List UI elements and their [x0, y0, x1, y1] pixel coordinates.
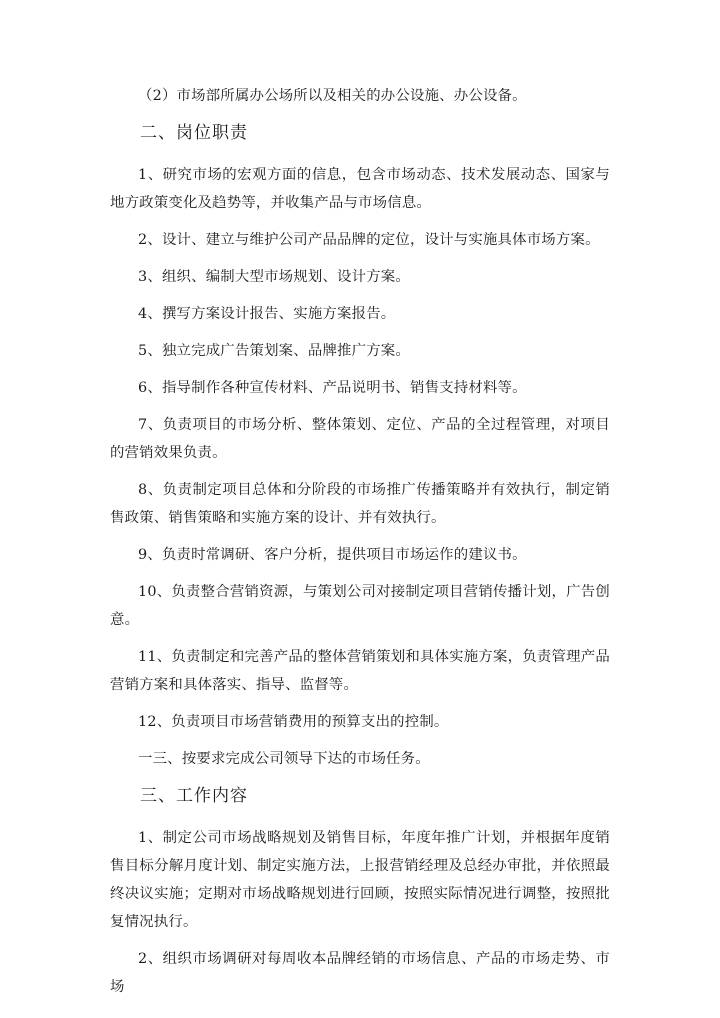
duty-item-13: 一三、按要求完成公司领导下达的市场任务。: [138, 751, 430, 767]
duty-item-9: 9、负责时常调研、客户分析，提供项目市场运作的建议书。: [138, 547, 527, 563]
duty-item-6: 6、指导制作各种宣传材料、产品说明书、销售支持材料等。: [138, 380, 527, 396]
duty-item-1: 1、研究市场的宏观方面的信息，包含市场动态、技术发展动态、国家与地方政策变化及趋势等，并收集产品与市场信息。: [110, 167, 610, 211]
duty-item-10: 10、负责整合营销资源，与策划公司对接制定项目营销传播计划，广告创意。: [110, 584, 610, 628]
section-heading-duties: 二、岗位职责: [140, 123, 248, 143]
content-item-1: 1、制定公司市场战略规划及销售目标，年度年推广计划，并根据年度销售目标分解月度计划、制定实施方法，上报营销经理及总经办审批，并依照最终决议实施；定期对市场战略规划进行回顾，按照实际情况进行调整，按照批复情况执行。: [110, 830, 610, 930]
duty-item-2: 2、设计、建立与维护公司产品品牌的定位，设计与实施具体市场方案。: [138, 232, 600, 248]
section-heading-work-content: 三、工作内容: [140, 786, 248, 806]
content-item-2: 2、组织市场调研对每周收本品牌经销的市场信息、产品的市场走势、市场: [110, 951, 610, 995]
duty-item-4: 4、撰写方案设计报告、实施方案报告。: [138, 306, 396, 322]
duty-item-3: 3、组织、编制大型市场规划、设计方案。: [138, 269, 410, 285]
duty-item-7: 7、负责项目的市场分析、整体策划、定位、产品的全过程管理，对项目的营销效果负责。: [110, 417, 610, 461]
duty-item-5: 5、独立完成广告策划案、品牌推广方案。: [138, 343, 410, 359]
document-body: [110, 82, 610, 1010]
duty-item-8: 8、负责制定项目总体和分阶段的市场推广传播策略并有效执行，制定销售政策、销售策略和实施方案的设计、并有效执行。: [110, 482, 610, 526]
duty-item-12: 12、负责项目市场营销费用的预算支出的控制。: [138, 714, 449, 730]
intro-item: （2）市场部所属办公场所以及相关的办公设施、办公设备。: [138, 88, 527, 104]
duty-item-11: 11、负责制定和完善产品的整体营销策划和具体实施方案，负责管理产品营销方案和具体落实、指导、监督等。: [110, 649, 610, 693]
